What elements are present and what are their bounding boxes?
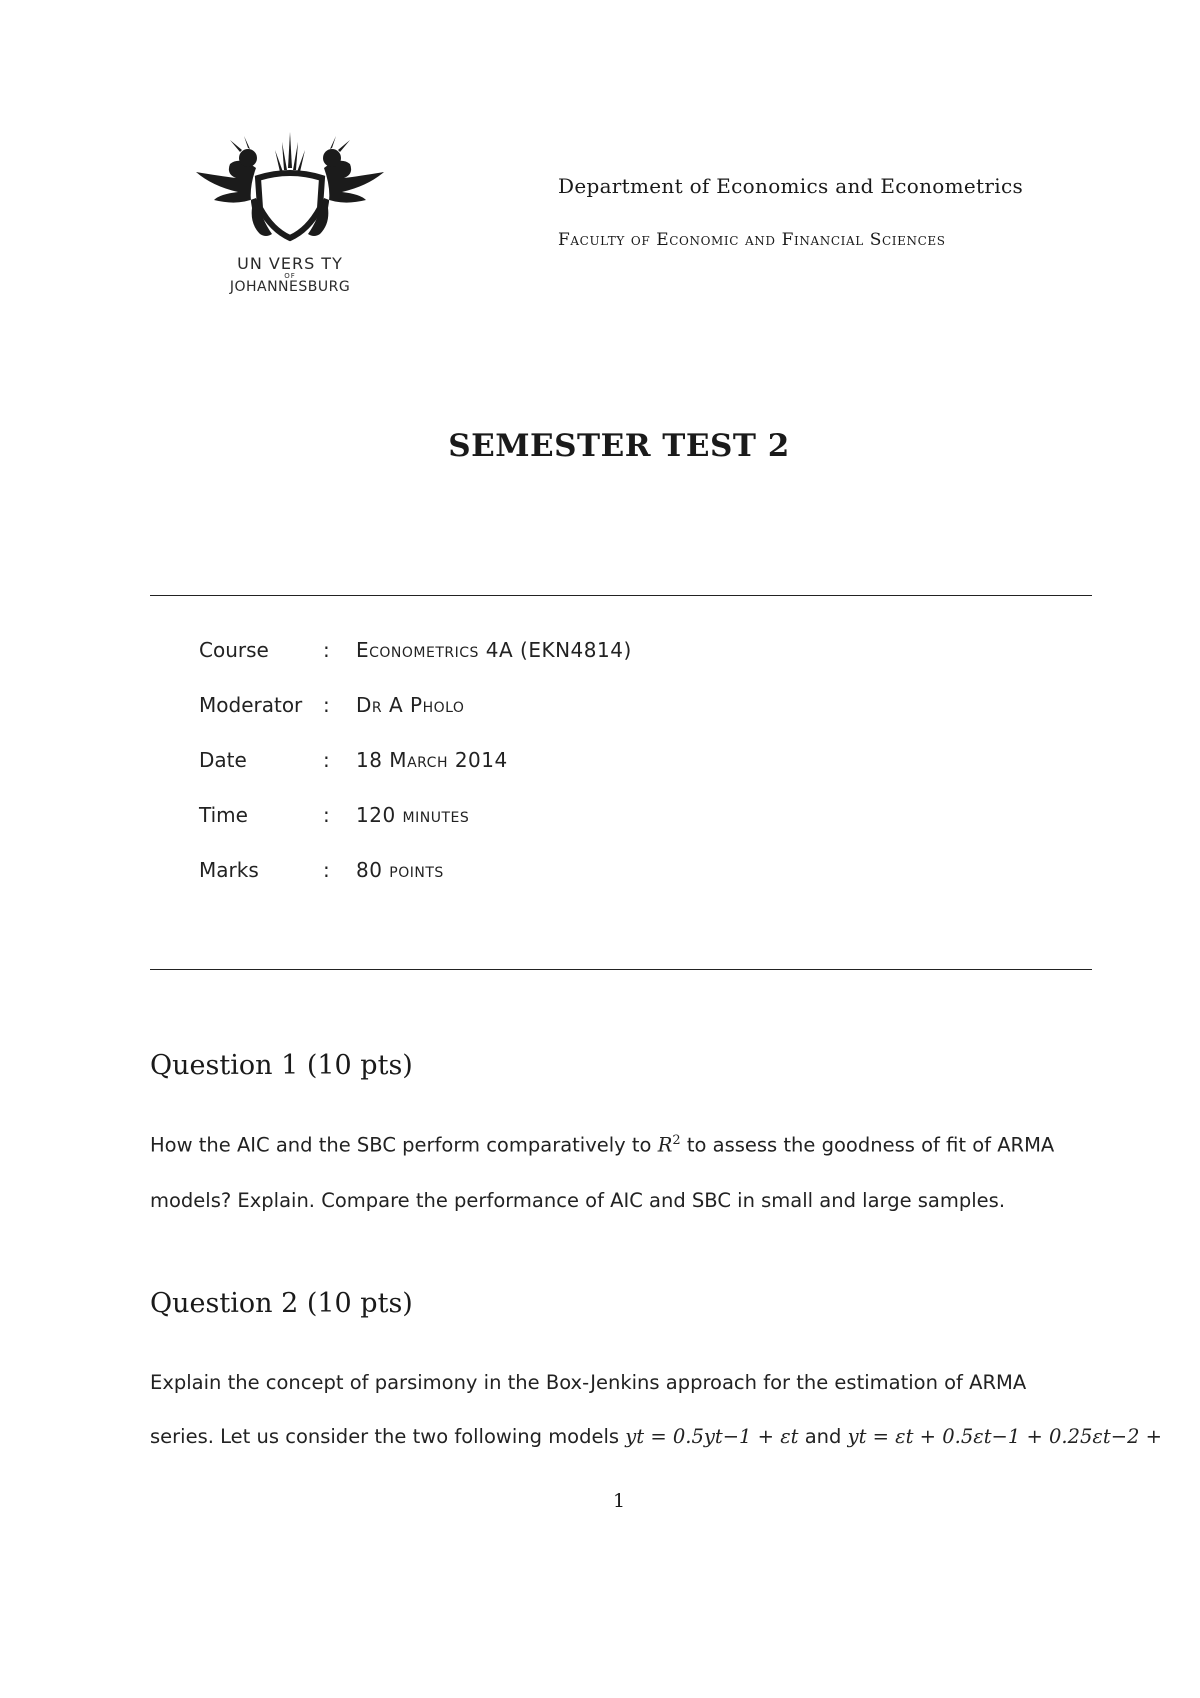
- page-number: 1: [612, 1490, 626, 1512]
- text-segment: How the AIC and the SBC perform comparatively to: [150, 1133, 658, 1157]
- logo-text-johannesburg: JOHANNESBURG: [229, 279, 351, 295]
- text-segment: series. Let us consider the two following models: [150, 1425, 626, 1448]
- info-value: 120 minutes: [356, 803, 470, 827]
- logo-text-university: UN VERS TY: [237, 254, 343, 273]
- info-label: Time: [199, 803, 248, 827]
- info-value: 18 March 2014: [356, 748, 508, 772]
- text-segment: and: [798, 1425, 848, 1448]
- info-label: Course: [199, 638, 269, 662]
- info-value: Dr A Pholo: [356, 693, 465, 717]
- info-colon: :: [323, 803, 330, 827]
- divider-bottom: [150, 969, 1092, 970]
- page-title: SEMESTER TEST 2: [448, 428, 790, 464]
- university-logo: [190, 128, 390, 303]
- question-2-text-line-1: Explain the concept of parsimony in the Box-Jenkins approach for the estimation of ARMA: [150, 1371, 1027, 1394]
- equation-ma-model: yt = εt + 0.5εt−1 + 0.25εt−2 +: [847, 1425, 1163, 1448]
- question-1-text-line-1: [150, 1133, 1092, 1157]
- info-label: Marks: [199, 858, 259, 882]
- info-colon: :: [323, 748, 330, 772]
- question-1-heading: Question 1 (10 pts): [150, 1050, 413, 1081]
- question-2-heading: Question 2 (10 pts): [150, 1288, 413, 1319]
- info-colon: :: [323, 638, 330, 662]
- question-1-text-line-2: models? Explain. Compare the performance of AIC and SBC in small and large samples.: [150, 1189, 1006, 1212]
- question-2-text-line-2: [150, 1425, 1163, 1448]
- info-colon: :: [323, 693, 330, 717]
- info-value: Econometrics 4A (EKN4814): [356, 638, 632, 662]
- divider-top: [150, 595, 1092, 596]
- faculty-name: Faculty of Economic and Financial Sciences: [558, 230, 946, 250]
- r-squared-exponent: 2: [672, 1133, 681, 1148]
- equation-ar-model: yt = 0.5yt−1 + εt: [625, 1425, 799, 1448]
- info-colon: :: [323, 858, 330, 882]
- university-crest-icon: [190, 128, 390, 248]
- info-label: Date: [199, 748, 247, 772]
- info-label: Moderator: [199, 693, 303, 717]
- info-value: 80 points: [356, 858, 444, 882]
- r-squared-symbol: R: [657, 1133, 673, 1157]
- logo-text-of: OF: [284, 272, 296, 280]
- text-segment: to assess the goodness of fit of ARMA: [680, 1133, 1055, 1157]
- department-name: Department of Economics and Econometrics: [558, 174, 1024, 198]
